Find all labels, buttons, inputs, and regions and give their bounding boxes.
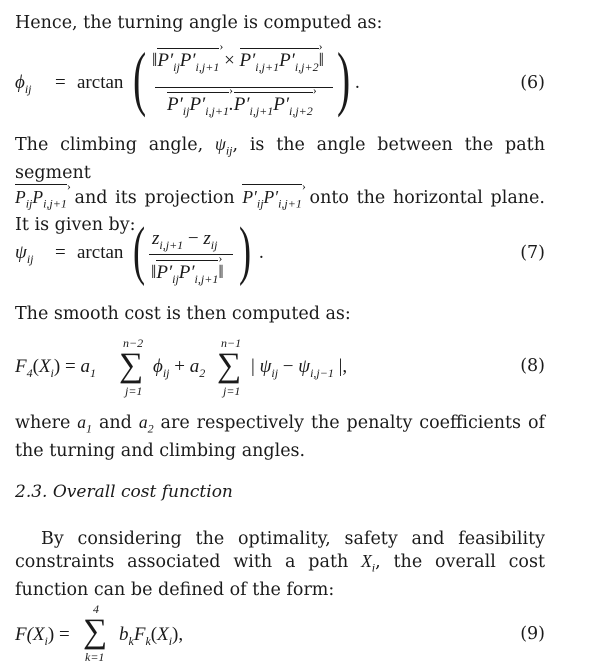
eq8-sum2-sigma: ∑: [217, 347, 242, 384]
eq7-left-paren: (: [133, 214, 146, 287]
eq6-denominator: $P'_{ij}P'_{i,j+1}$ $›.P'_{i,j+1}P'_{i,j+2}$ ›: [167, 92, 313, 119]
eq9-sigma: ∑: [83, 613, 108, 650]
eq6-equals: =: [55, 72, 66, 93]
section-title: Overall cost function: [52, 482, 233, 502]
eq7-equals: =: [55, 242, 66, 263]
eq8-sum1-lower: j=1: [125, 384, 143, 398]
eq7-number: (7): [520, 243, 545, 263]
eq9-number: (9): [520, 624, 545, 644]
eq8-number: (8): [520, 356, 545, 376]
eq6-lhs: $\phi_{ij}$: [15, 72, 32, 96]
equation-6: [15, 40, 545, 120]
overall-paragraph: By considering the optimality, safety and feasibility constraints associated with a path $X_i$, the overall cost function can be defined of the form:: [15, 529, 545, 600]
eq7-numerator: $z_{i,j+1} - z_{ij}$: [152, 228, 218, 252]
eq9-sum-lower: k=1: [85, 650, 105, 664]
eq6-left-paren: (: [133, 38, 147, 118]
section-number: 2.3.: [15, 482, 48, 502]
intro-text: Hence, the turning angle is computed as:: [15, 13, 383, 33]
eq8-sum2-lower: j=1: [223, 384, 241, 398]
eq8-sum2-upper: n−1: [221, 336, 242, 350]
eq9-lhs: $F(X_i)$ =: [15, 624, 70, 648]
eq6-period: .: [355, 72, 360, 93]
climb-paragraph: The climbing angle, $\psi_{ij}$, is the angle between the path segment $P_{ij}P_{i,j+1}$ › and its projection $P'_{ij}P'_{i,j+1}$ › onto the horizontal plane. It is given by:: [15, 133, 545, 236]
eq7-lhs: $\psi_{ij}$: [15, 242, 34, 266]
eq6-numerator: $‖P'_{ij}P'_{i,j+1}$ › × $P'_{i,j+1}P'_{i,j+2}$ ›‖: [152, 48, 324, 75]
projection-vector: $P'_{ij}P'_{i,j+1}$ ›: [242, 184, 302, 215]
eq6-fraction-line: [155, 87, 333, 88]
equation-8: [15, 334, 545, 400]
eq6-number: (6): [520, 73, 545, 93]
equation-7: [15, 214, 545, 292]
section-heading: [15, 482, 233, 502]
smooth-intro-text: The smooth cost is then computed as:: [15, 304, 351, 324]
eq8-term2: | $\psi_{ij} - \psi_{i,j-1}$ |,: [251, 356, 348, 380]
segment-vector: $P_{ij}P_{i,j+1}$ ›: [15, 184, 67, 215]
eq9-body: $b_kF_k(X_i)$,: [119, 624, 184, 648]
where-paragraph: where $a_1$ and $a_2$ are respectively the penalty coefficients of the turning and climbing angles.: [15, 412, 545, 461]
eq8-sum1-sigma: ∑: [119, 347, 144, 384]
eq7-period: .: [259, 242, 264, 263]
eq8-lhs: $F_4(X_i) = a_1$: [15, 356, 96, 380]
eq9-sum-upper: 4: [93, 602, 99, 616]
eq6-arctan: arctan: [77, 72, 124, 93]
eq7-arctan: arctan: [77, 242, 124, 263]
equation-9: [15, 602, 545, 668]
eq7-denominator: $‖P'_{ij}P'_{i,j+1}$ ›‖: [151, 260, 224, 287]
eq8-sum1-upper: n−2: [123, 336, 144, 350]
eq7-right-paren: ): [239, 214, 252, 287]
eq8-term1: $\phi_{ij} + a_2$: [153, 356, 206, 380]
eq6-right-paren: ): [337, 38, 351, 118]
